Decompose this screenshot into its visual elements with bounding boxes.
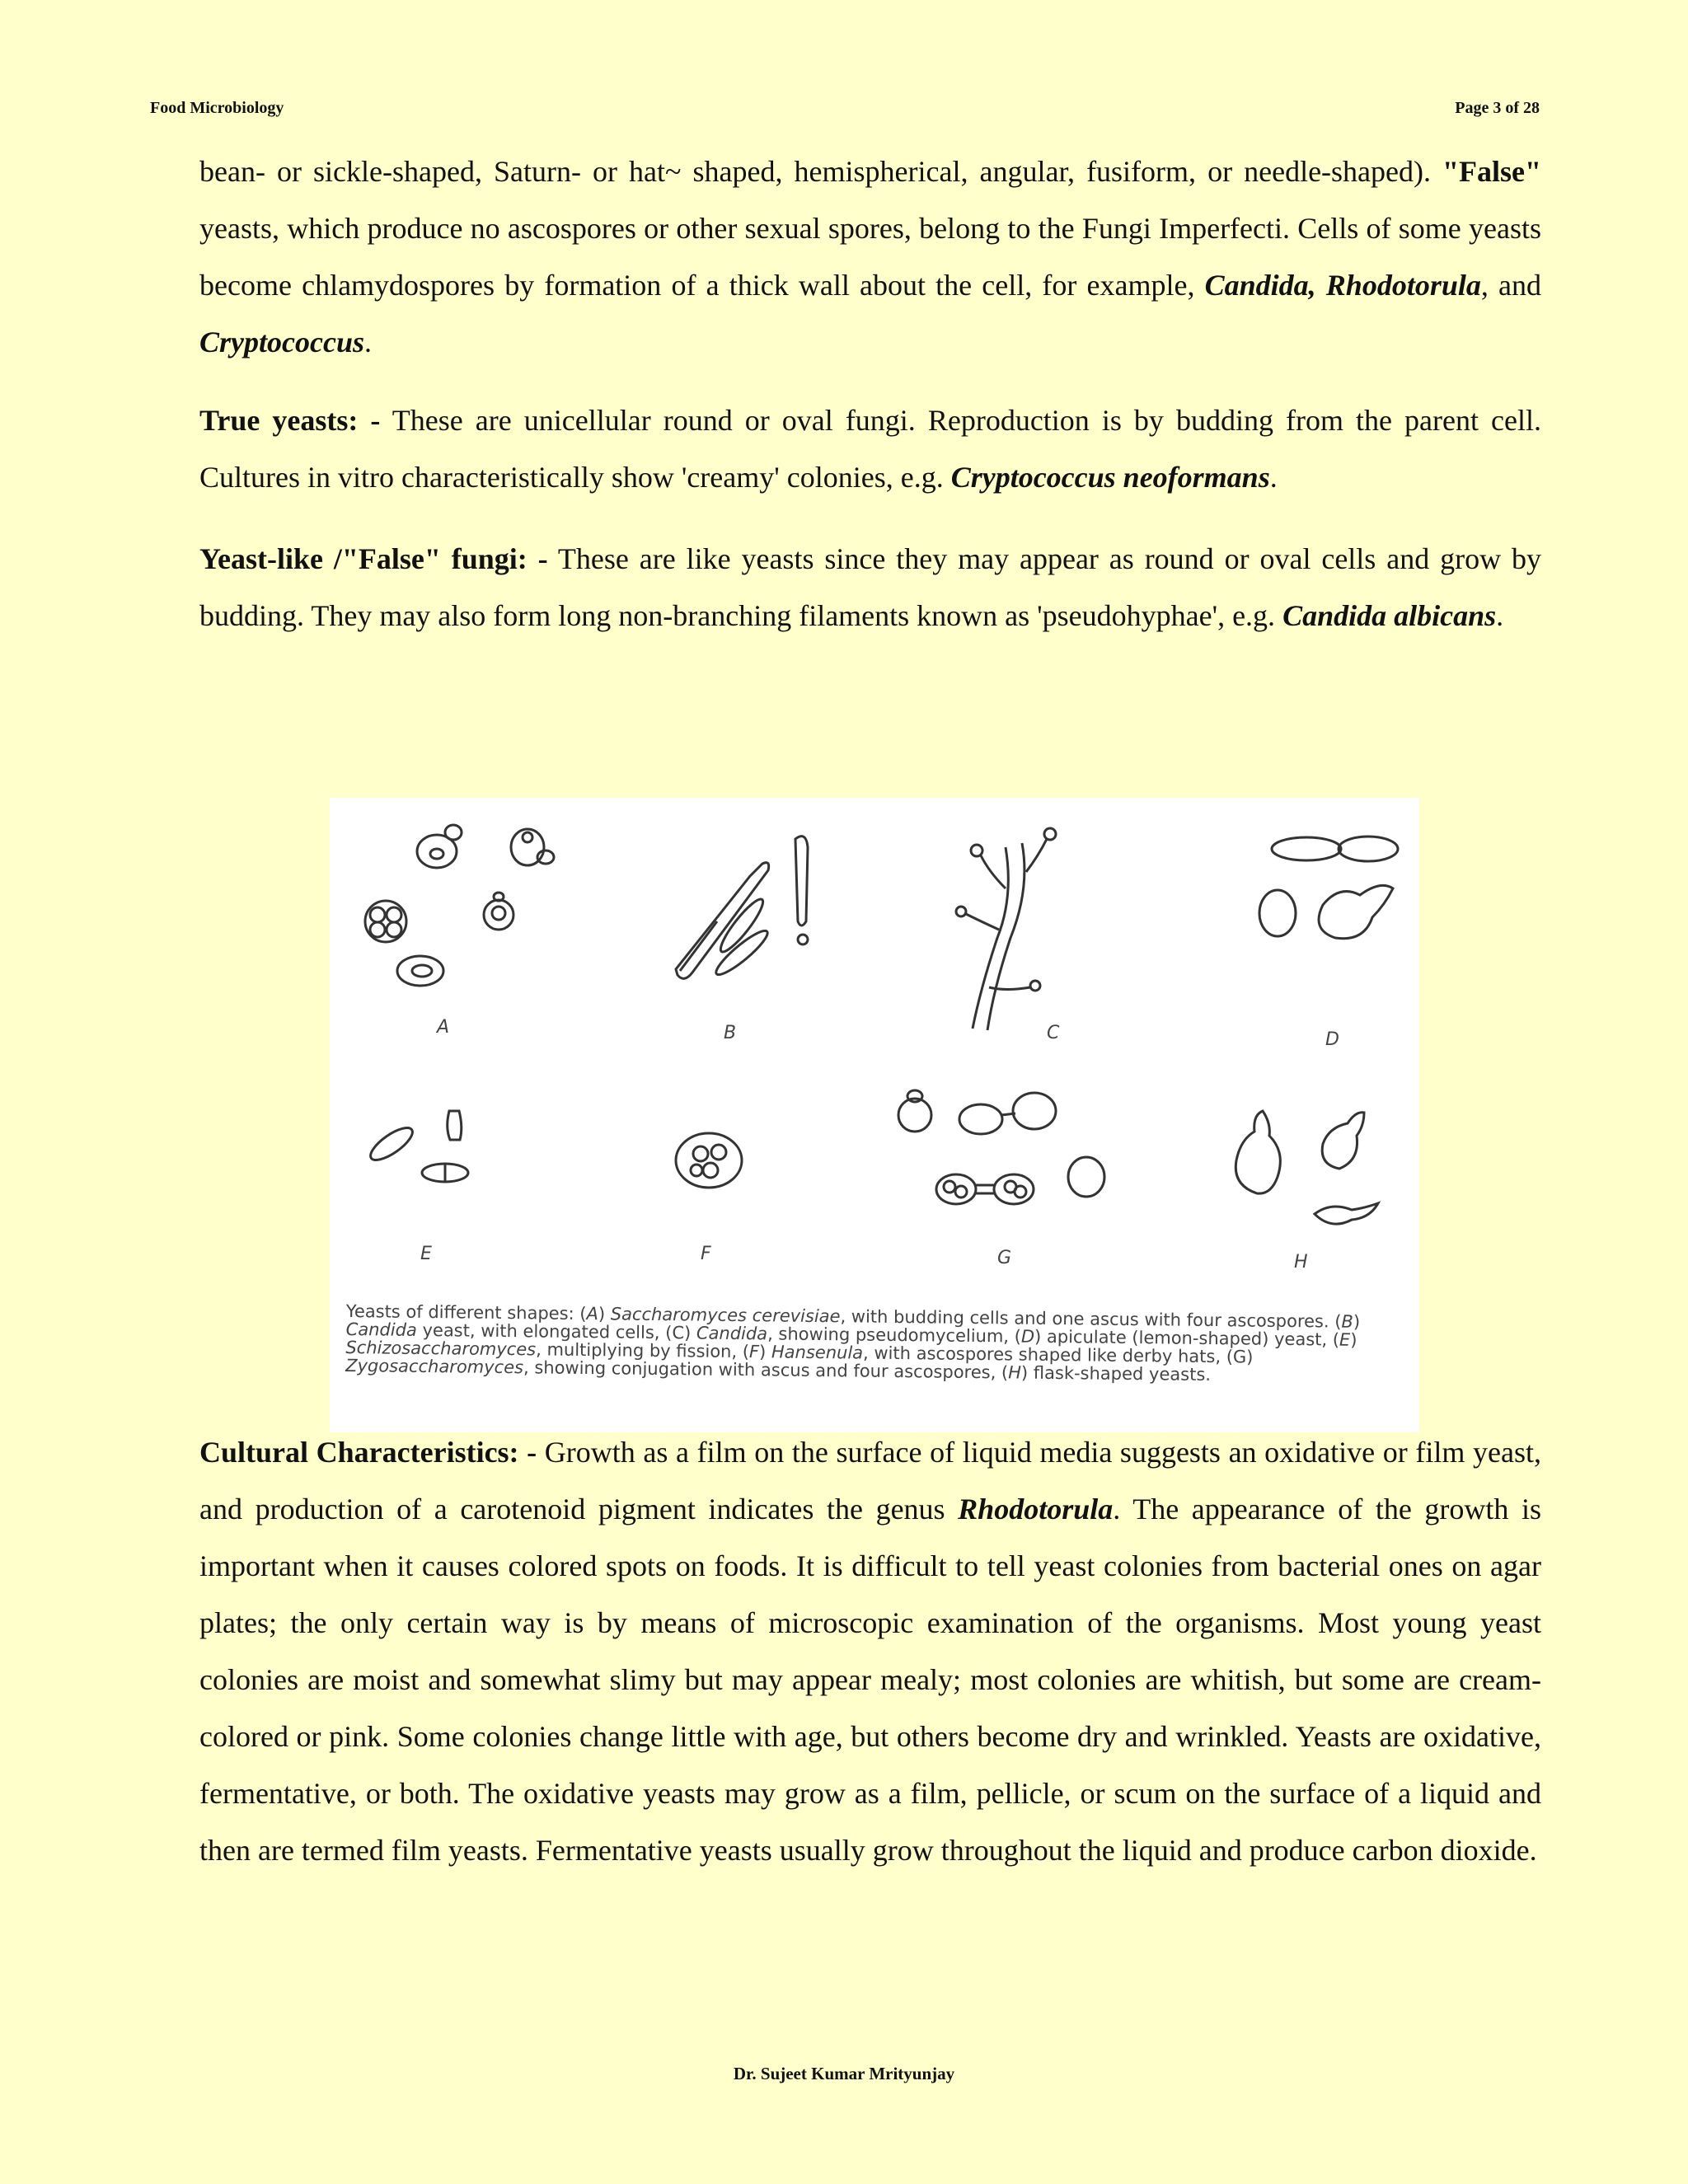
page-number: Page 3 of 28 bbox=[1455, 99, 1540, 117]
heading-cultural-characteristics: Cultural Characteristics: - bbox=[199, 1436, 537, 1469]
paragraph-cultural-characteristics: Cultural Characteristics: - Growth as a film on the surface of liquid media suggests an oxidative or film yeast, and production of a carotenoid pigment indicates the genus Rhodotorula. The appearance of the growth is important when it causes colored spots on foods. It is difficult to tell yeast colonies from bacterial ones on agar plates; the only certain way is by means of microscopic examination of the organisms. Most young yeast colonies are moist and somewhat slimy but may appear mealy; most colonies are whitish, but some are cream-colored or pink. Some colonies change little with age, but others become dry and wrinkled. Yeasts are oxidative, fermentative, or both. The oxidative yeasts may grow as a film, pellicle, or scum on the surface of a liquid and then are termed film yeasts. Fermentative yeasts usually grow throughout the liquid and produce carbon dioxide. bbox=[199, 1436, 1542, 1867]
paragraph-true-yeasts: True yeasts: - These are unicellular round or oval fungi. Reproduction is by budding from the parent cell. Cultures in vitro characteristically show 'creamy' colonies, e.g. Cryptococcus neoformans. bbox=[199, 404, 1541, 494]
figure-label-c: C bbox=[1047, 1023, 1060, 1043]
yeast-b-drawing bbox=[676, 837, 808, 980]
genus-rhodotorula: Rhodotorula bbox=[958, 1493, 1114, 1526]
yeast-shapes-figure bbox=[330, 798, 1419, 1432]
yeast-d-drawing bbox=[1259, 837, 1398, 939]
false-term: "False" bbox=[1442, 155, 1541, 188]
figure-label-f: F bbox=[701, 1244, 711, 1264]
figure-label-e: E bbox=[420, 1244, 432, 1264]
paragraph-spore-shapes: bean- or sickle-shaped, Saturn- or hat~ shaped, hemispherical, angular, fusiform, or needle-shaped). "False" yeasts, which produce no ascospores or other sexual spores, belong to the Fungi Imperfecti. Cells of some yeasts become chlamydospores by formation of a thick wall about the cell, for example, Candida, Rhodotorula, and Cryptococcus. bbox=[199, 155, 1541, 359]
species-cryptococcus: Cryptococcus neoformans bbox=[950, 461, 1270, 494]
footer-author: Dr. Sujeet Kumar Mrityunjay bbox=[733, 2064, 955, 2083]
paragraph-false-fungi: Yeast-like /"False" fungi: - These are like yeasts since they may appear as round or oval cells and grow by budding. They may also form long non-branching filaments known as 'pseudohyphae', e.g. Candida albicans. bbox=[199, 542, 1541, 632]
yeast-h-drawing bbox=[1236, 1111, 1378, 1224]
heading-false-fungi: Yeast-like /"False" fungi: - bbox=[199, 542, 548, 575]
yeast-g-drawing bbox=[898, 1090, 1104, 1204]
figure-caption: Yeasts of different shapes: (A) Saccharomyces cerevisiae, with budding cells and one ascus with four ascospores. (B) Candida yeast, with elongated cells, (C) Candida, showing pseudomycelium, (D) apiculate (lemon-shaped) yeast, (E) Schizosaccharomyces, multiplying by fission, (F) Hansenula, with ascospores shaped like derby hats, (G) Zygosaccharomyces, showing conjugation with ascus and four ascospores, (H) flask-shaped yeasts. bbox=[345, 1301, 1361, 1385]
heading-true-yeasts: True yeasts: - bbox=[199, 404, 381, 437]
figure-label-h: H bbox=[1294, 1252, 1308, 1272]
yeast-c-drawing bbox=[956, 828, 1056, 1030]
yeast-e-drawing bbox=[366, 1111, 468, 1182]
figure-label-b: B bbox=[724, 1023, 737, 1043]
running-header-title: Food Microbiology bbox=[150, 99, 284, 117]
species-candida: Candida albicans bbox=[1282, 599, 1497, 632]
yeast-f-drawing bbox=[676, 1133, 742, 1188]
figure-label-g: G bbox=[997, 1248, 1012, 1268]
yeast-a-drawing bbox=[365, 825, 554, 986]
yeast-drawings bbox=[330, 798, 1419, 1301]
figure-label-d: D bbox=[1325, 1029, 1339, 1050]
genus-cryptococcus: Cryptococcus bbox=[199, 326, 364, 359]
figure-label-a: A bbox=[437, 1017, 450, 1038]
genus-names: Candida, Rhodotorula bbox=[1204, 269, 1481, 302]
